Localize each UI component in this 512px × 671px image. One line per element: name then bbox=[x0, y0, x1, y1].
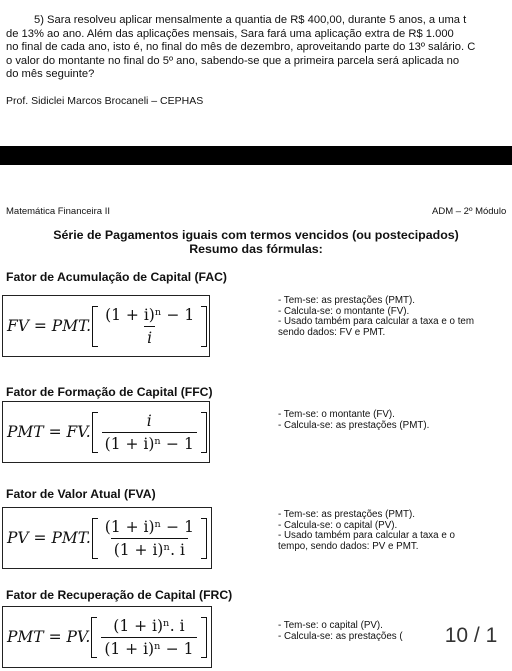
formula-numerator: (1 + i)ⁿ − 1 bbox=[104, 517, 194, 536]
formula-description-ffc bbox=[278, 410, 429, 431]
formula-description-fva bbox=[278, 510, 455, 552]
formula-lhs: PMT = FV. bbox=[7, 423, 91, 441]
formula-denominator: (1 + i)ⁿ. i bbox=[111, 538, 188, 559]
formula-denominator: (1 + i)ⁿ − 1 bbox=[101, 637, 196, 658]
problem-line: do mês seguinte? bbox=[6, 68, 95, 81]
formula-box-ffc bbox=[2, 401, 210, 463]
problem-line: 5) Sara resolveu aplicar mensalmente a quantia de R$ 400,00, durante 5 anos, a uma t bbox=[34, 14, 467, 26]
author-credit: Prof. Sidiclei Marcos Brocaneli – CEPHAS bbox=[6, 95, 204, 107]
formula-numerator: (1 + i)ⁿ. i bbox=[113, 616, 185, 635]
problem-line: de 13% ao ano. Além das aplicações mensais, Sara fará uma aplicação extra de R$ 1.000 bbox=[6, 27, 454, 40]
problem-line: no final de cada ano, isto é, no final do mês de dezembro, aproveitando parte do 13º salário. C bbox=[6, 41, 476, 54]
desc-line: - Calcula-se: o montante (FV). bbox=[278, 305, 410, 317]
desc-line: tempo, sendo dados: PV e PMT. bbox=[278, 540, 419, 552]
desc-line: - Tem-se: as prestações (PMT). bbox=[278, 295, 416, 306]
formula-numerator: (1 + i)ⁿ − 1 bbox=[105, 305, 195, 324]
formula-description-frc bbox=[278, 621, 403, 642]
problem-text bbox=[6, 14, 512, 82]
formula-denominator: (1 + i)ⁿ − 1 bbox=[102, 432, 197, 453]
formula-numerator: i bbox=[146, 411, 152, 430]
desc-line: - Tem-se: o montante (FV). bbox=[278, 409, 395, 420]
page-separator bbox=[0, 146, 512, 165]
header-subject: Matemática Financeira II bbox=[6, 206, 111, 217]
page-subtitle: Resumo das fórmulas: bbox=[189, 242, 323, 256]
formula-box-frc bbox=[2, 606, 212, 668]
formula-lhs: FV = PMT. bbox=[7, 317, 92, 335]
page-indicator[interactable]: 10 / 1 bbox=[430, 618, 512, 654]
formula-lhs: PV = PMT. bbox=[7, 529, 91, 547]
desc-line: - Usado também para calcular a taxa e o bbox=[278, 530, 455, 542]
formula-lhs: PMT = PV. bbox=[7, 628, 91, 646]
desc-line: - Tem-se: as prestações (PMT). bbox=[278, 509, 416, 520]
formula-denominator: i bbox=[144, 326, 155, 347]
formula-box-fac bbox=[2, 295, 210, 357]
header-module: ADM – 2º Módulo bbox=[432, 206, 507, 217]
formula-description-fac bbox=[278, 296, 474, 338]
section-title-fac: Fator de Acumulação de Capital (FAC) bbox=[6, 270, 227, 284]
desc-line: - Calcula-se: as prestações ( bbox=[278, 630, 403, 642]
section-title-fva: Fator de Valor Atual (FVA) bbox=[6, 487, 156, 501]
formula-box-fva bbox=[2, 507, 212, 569]
section-title-ffc: Fator de Formação de Capital (FFC) bbox=[6, 385, 213, 399]
page-title: Série de Pagamentos iguais com termos vencidos (ou postecipados) bbox=[53, 228, 459, 242]
problem-line: o valor do montante no final do 5º ano, sabendo-se que a primeira parcela será aplicada no bbox=[6, 54, 460, 67]
desc-line: - Usado também para calcular a taxa e o tem bbox=[278, 316, 475, 328]
desc-line: - Calcula-se: as prestações (PMT). bbox=[278, 419, 430, 431]
section-title-frc: Fator de Recuperação de Capital (FRC) bbox=[6, 588, 233, 602]
desc-line: - Tem-se: o capital (PV). bbox=[278, 620, 383, 631]
desc-line: - Calcula-se: o capital (PV). bbox=[278, 519, 398, 531]
desc-line: sendo dados: FV e PMT. bbox=[278, 326, 386, 338]
